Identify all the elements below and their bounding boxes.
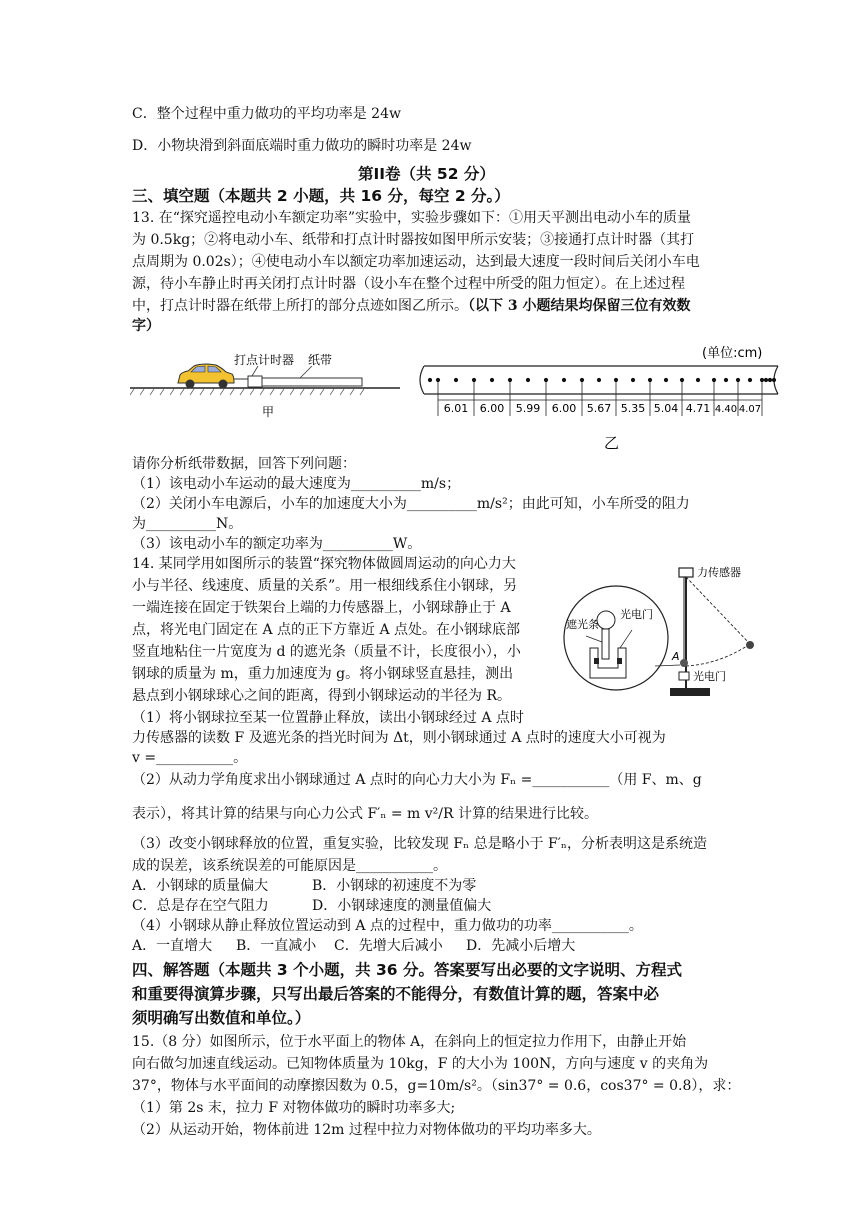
q13-sub3: （3）该电动小车的额定功率为__________W。 (132, 536, 422, 552)
q14-s3-opt-a: A．小钢球的质量偏大 (132, 878, 269, 894)
part4-heading: 须明确写出数值和单位。） (132, 1009, 311, 1027)
segment-label: 4.71 (685, 402, 711, 415)
unit-label: (单位:cm) (702, 346, 763, 361)
tape-dot (736, 378, 740, 382)
tape-dot (748, 378, 752, 382)
q14-s3b: 成的误差，该系统误差的可能原因是___________。 (132, 858, 447, 874)
q14-s4-opt-b: B．一直减小 (236, 938, 317, 954)
tape-dot (768, 378, 772, 382)
caption-jia: 甲 (262, 405, 275, 419)
q13-note: （以下 3 小题结果均保留三位有效数 (468, 298, 691, 314)
segment-label: 5.67 (586, 402, 612, 415)
q15-line: 向右做匀加速直线运动。已知物体质量为 10kg，F 的大小为 100N，方向与速度 v 的夹角为 (132, 1056, 709, 1072)
tape-dot (526, 378, 530, 382)
q15-line: （2）从运动开始，物体前进 12m 过程中拉力对物体做功的平均功率多大。 (132, 1122, 601, 1138)
q13-sub2a: （2）关闭小车电源后，小车的加速度大小为__________m/s²；由此可知，小车所受的阻力 (132, 496, 690, 512)
tape-dot (508, 378, 512, 382)
q13-line: 中，打点计时器在纸带上所打的部分点迹如图乙所示。 (132, 298, 468, 314)
q14-line: 竖直地粘住一片宽度为 d 的遮光条（质量不计，长度很小），小 (132, 644, 521, 660)
q14-s3a: （3）改变小钢球释放的位置，重复实验，比较发现 Fₙ 总是略小于 F′ₙ，分析表明这是系统造 (132, 836, 707, 852)
segment-label: 5.04 (653, 402, 679, 415)
tape-dot (436, 378, 440, 382)
tape-dot (472, 378, 476, 382)
sensor-label: 力传感器 (697, 566, 741, 579)
tape-dot (696, 378, 700, 382)
q13-prompt: 请你分析纸带数据，回答下列问题： (132, 456, 356, 472)
part3-heading: 三、填空题（本题共 2 小题，共 16 分，每空 2 分。） (132, 187, 510, 205)
segment-label: 5.99 (515, 402, 541, 415)
q14-s1b: 力传感器的读数 F 及遮光条的挡光时间为 Δt，则小钢球通过 A 点时的速度大小可视为 (132, 730, 666, 746)
tape-dot (631, 378, 635, 382)
gate-zoom-label: 光电门 (620, 608, 653, 621)
gate-label: 光电门 (693, 670, 726, 683)
segment-label: 4.40 (714, 404, 738, 415)
q14-line: 钢球的质量为 m，重力加速度为 g。将小钢球竖直悬挂，测出 (132, 666, 514, 682)
tape-dot (428, 378, 432, 382)
q14-s1a: （1）将小钢球拉至某一位置静止释放，读出小钢球经过 A 点时 (132, 710, 524, 726)
tape-dot (764, 378, 768, 382)
option-c: C．整个过程中重力做功的平均功率是 24w (132, 106, 401, 122)
q14-line: 点，将光电门固定在 A 点的正下方靠近 A 点处。在小钢球底部 (132, 622, 521, 638)
q14-line: 一端连接在固定于铁架台上端的力传感器上，小钢球静止于 A (132, 600, 511, 616)
tape-dot (712, 378, 716, 382)
segment-label: 5.35 (620, 402, 646, 415)
q13-line: 为 0.5kg；②将电动小车、纸带和打点计时器按如图甲所示安装；③接通打点计时器（其打 (132, 232, 695, 248)
tape-dot (680, 378, 684, 382)
tape-dot (597, 378, 601, 382)
q13-line: 13. 在“探究遥控电动小车额定功率”实验中，实验步骤如下：①用天平测出电动小车的质量 (132, 210, 692, 226)
q13-sub1: （1）该电动小车运动的最大速度为__________m/s； (132, 476, 461, 492)
segment-label: 4.07 (738, 404, 762, 415)
tape-dot (772, 378, 776, 382)
figure-q14 (560, 556, 790, 706)
tape-dot (614, 378, 618, 382)
q14-s1c: v =___________。 (132, 750, 248, 766)
figure-jia (130, 348, 405, 423)
section-title: 第II卷（共 52 分） (358, 165, 495, 183)
q13-line: 源，待小车静止时再关闭打点计时器（设小车在整个过程中所受的阻力恒定）。在上述过程 (132, 276, 685, 292)
q13-line-last (132, 296, 691, 316)
q15-line: （1）第 2s 末，拉力 F 对物体做功的瞬时功率多大; (132, 1100, 456, 1116)
tape-dot (490, 378, 494, 382)
q14-s4: （4）小钢球从静止释放位置运动到 A 点的过程中，重力做功的功率___________。 (132, 918, 643, 934)
caption-yi: 乙 (604, 434, 620, 452)
q13-note-cont: 字） (132, 318, 160, 334)
part4-heading: 和重要得演算步骤，只写出最后答案的不能得分，有数值计算的题，答案中必 (132, 985, 660, 1003)
q15-line: 37°，物体与水平面间的动摩擦因数为 0.5，g=10m/s²。（sin37° = 0.6，cos37° = 0.8），求： (132, 1078, 741, 1094)
car-icon (178, 364, 234, 389)
q14-s3-opt-b: B．小钢球的初速度不为零 (312, 878, 477, 894)
q14-line: 小与半径、线速度、质量的关系”。用一根细线系住小钢球，另 (132, 578, 518, 594)
tape-dot (724, 378, 728, 382)
q14-line: 悬点到小钢球球心之间的距离，得到小钢球运动的半径为 R。 (132, 688, 511, 704)
figure-yi (416, 340, 782, 454)
q13-sub2b: 为__________N。 (132, 516, 243, 532)
q14-s2a: （2）从动力学角度求出小钢球通过 A 点时的向心力大小为 Fₙ =___________（用 F、m、g (132, 772, 702, 788)
tape-label: 纸带 (308, 353, 333, 367)
q14-s4-opt-a: A．一直增大 (132, 938, 213, 954)
tape-dot (760, 378, 764, 382)
q15-line: 15.（8 分）如图所示，位于水平面上的物体 A，在斜向上的恒定拉力作用下，由静止开始 (132, 1034, 687, 1050)
q14-s3-opt-d: D．小钢球速度的测量值偏大 (312, 898, 492, 914)
q14-s2b: 表示），将其计算的结果与向心力公式 F′ₙ = m v²/R 计算的结果进行比较。 (132, 806, 598, 822)
q14-s4-opt-d: D．先减小后增大 (466, 938, 576, 954)
q14-line: 14. 某同学用如图所示的装置“探究物体做圆周运动的向心力大 (132, 556, 516, 572)
segment-label: 6.00 (479, 402, 505, 415)
tape-dot (664, 378, 668, 382)
tape-dot (454, 378, 458, 382)
q13-line: 点周期为 0.02s）；④使电动小车以额定功率加速运动，达到最大速度一段时间后关闭小车电 (132, 254, 700, 270)
segment-label: 6.00 (551, 402, 577, 415)
strip-label: 遮光条 (566, 618, 599, 631)
option-d: D．小物块滑到斜面底端时重力做功的瞬时功率是 24w (132, 138, 472, 154)
tape-dot (648, 378, 652, 382)
q14-s4-opt-c: C．先增大后减小 (334, 938, 443, 954)
tape-dot (562, 378, 566, 382)
timer-label: 打点计时器 (234, 353, 295, 367)
q14-s3-opt-c: C．总是存在空气阻力 (132, 898, 269, 914)
tape-dot (580, 378, 584, 382)
part4-heading: 四、解答题（本题共 3 个小题，共 36 分。答案要写出必要的文字说明、方程式 (132, 961, 682, 979)
point-a-label: A (672, 650, 680, 663)
tape-dot (544, 378, 548, 382)
segment-label: 6.01 (443, 402, 469, 415)
